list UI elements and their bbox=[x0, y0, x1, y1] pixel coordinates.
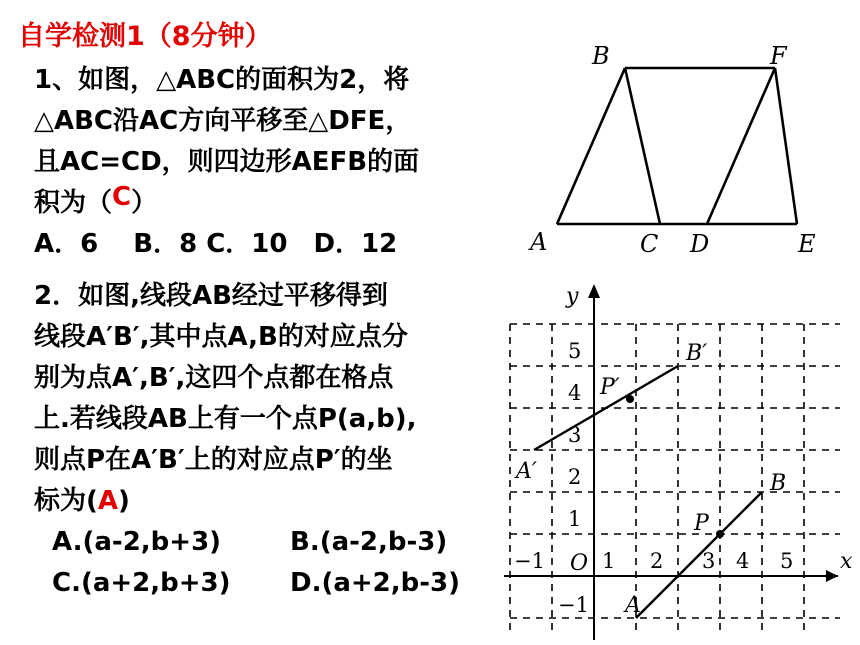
q2-answer: A bbox=[97, 486, 119, 516]
q2-option-c: C.(a+2,b+3) bbox=[52, 568, 231, 598]
section-title: 自学检测1（8分钟） bbox=[18, 21, 272, 52]
label-b: B bbox=[592, 42, 610, 70]
q2-option-a: A.(a-2,b+3) bbox=[52, 527, 222, 557]
q2-line-1: 2．如图,线段AB经过平移得到 bbox=[34, 281, 388, 311]
q1-line-2: △ABC沿AC方向平移至△DFE， bbox=[34, 106, 412, 136]
q2-line-6 bbox=[34, 481, 417, 522]
x-tick-3: 3 bbox=[702, 549, 716, 573]
x-tick-4: 4 bbox=[736, 549, 750, 573]
q2-option-b: B.(a-2,b-3) bbox=[290, 527, 448, 557]
q1-line-4-suffix: ） bbox=[131, 188, 158, 218]
y-tick-5: 5 bbox=[568, 339, 582, 363]
q2-line-6-suffix: ) bbox=[118, 486, 130, 516]
x-tick-5: 5 bbox=[780, 549, 794, 573]
question-2 bbox=[34, 276, 417, 522]
q1-options: A．6 B．8 C．10 D．12 bbox=[34, 229, 398, 259]
y-tick-2: 2 bbox=[568, 465, 582, 489]
q1-answer: C bbox=[112, 182, 132, 212]
point-label-b2: B′ bbox=[686, 341, 708, 366]
point-label-p2: P′ bbox=[600, 375, 620, 400]
figure-1-trapezoid bbox=[520, 38, 830, 268]
x-axis-arrow-icon bbox=[826, 570, 838, 582]
y-axis-arrow-icon bbox=[588, 284, 600, 298]
label-e: E bbox=[798, 230, 816, 258]
question-1 bbox=[34, 60, 419, 265]
q1-line-3: 且AC=CD，则四边形AEFB的面 bbox=[34, 147, 420, 177]
label-d: D bbox=[690, 230, 710, 258]
q1-line-4 bbox=[34, 183, 419, 224]
q1-line-1: 1、如图，△ABC的面积为2，将 bbox=[34, 65, 410, 95]
point-label-p: P bbox=[694, 511, 709, 536]
point-label-a2: A′ bbox=[516, 459, 537, 484]
q2-option-d: D.(a+2,b-3) bbox=[290, 568, 461, 598]
x-tick-neg1: −1 bbox=[514, 549, 545, 573]
y-tick-1: 1 bbox=[568, 507, 582, 531]
axis-label-y: y bbox=[566, 284, 579, 309]
label-f: F bbox=[770, 42, 787, 70]
label-a: A bbox=[530, 228, 548, 256]
figure-2-grid bbox=[500, 270, 860, 645]
point-p bbox=[716, 530, 724, 538]
label-c: C bbox=[640, 230, 659, 258]
y-tick-3: 3 bbox=[568, 423, 582, 447]
y-tick-4: 4 bbox=[568, 381, 582, 405]
point-label-b: B bbox=[770, 471, 787, 496]
q2-line-6-prefix: 标为( bbox=[34, 486, 98, 516]
q1-line-4-prefix: 积为（ bbox=[34, 188, 113, 218]
q2-line-4: 上.若线段AB上有一个点P(a,b), bbox=[34, 404, 417, 434]
axis-label-x: x bbox=[840, 549, 853, 574]
origin-label: O bbox=[570, 551, 589, 576]
q2-line-3: 别为点A′,B′,这四个点都在格点 bbox=[34, 363, 394, 393]
x-tick-1: 1 bbox=[602, 549, 616, 573]
q2-line-5: 则点P在A′B′上的对应点P′的坐 bbox=[34, 445, 393, 475]
point-label-a: A bbox=[625, 593, 641, 618]
point-p2 bbox=[626, 395, 634, 403]
y-tick-neg1: −1 bbox=[558, 593, 589, 617]
x-tick-2: 2 bbox=[650, 549, 664, 573]
q2-line-2: 线段A′B′,其中点A,B的对应点分 bbox=[34, 322, 408, 352]
